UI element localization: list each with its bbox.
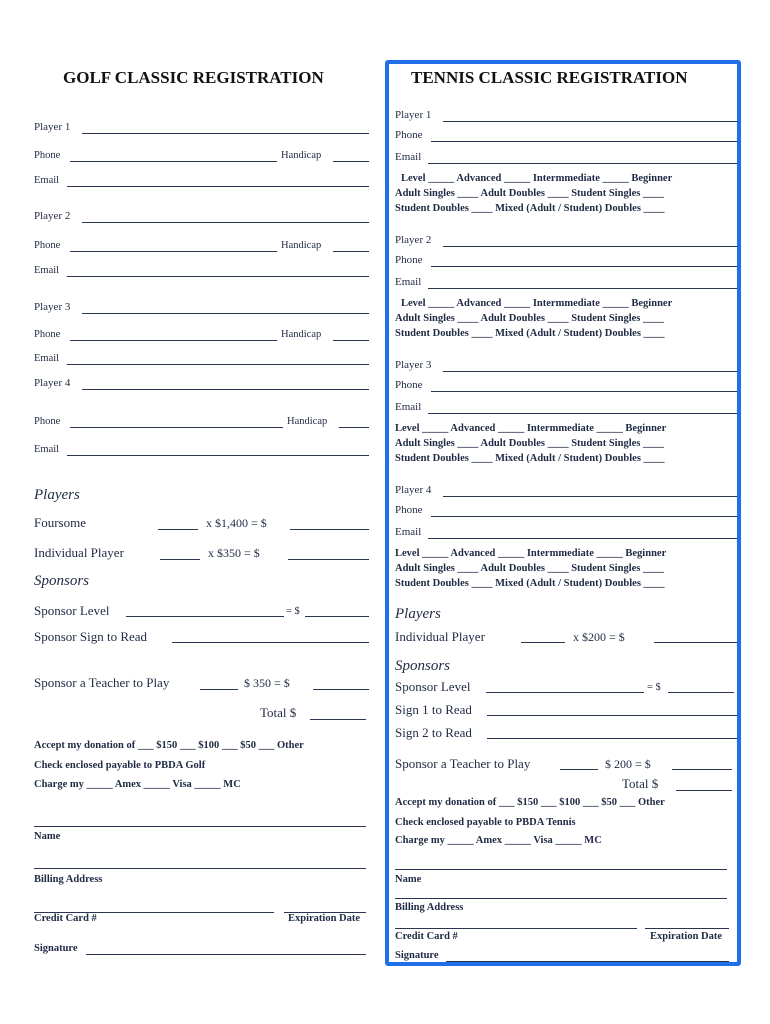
- golf-sponsors-heading: Sponsors: [34, 573, 90, 589]
- golf-individual-qty[interactable]: [160, 559, 200, 560]
- golf-email3-label: Email: [34, 353, 60, 364]
- tennis-player3-label: Player 3: [395, 359, 432, 371]
- tennis-sign1-label: Sign 1 to Read: [395, 702, 472, 717]
- tennis-phone3-label: Phone: [395, 379, 423, 391]
- golf-phone1-label: Phone: [34, 150, 61, 161]
- tennis-billing-field[interactable]: [395, 898, 727, 899]
- golf-sponsor-teacher-qty[interactable]: [200, 689, 238, 690]
- golf-expiration-label: Expiration Date: [288, 913, 361, 924]
- tennis-singles4: Adult Singles ____ Adult Doubles ____ Student Singles ____: [395, 563, 664, 574]
- tennis-singles3: Adult Singles ____ Adult Doubles ____ Student Singles ____: [395, 438, 664, 449]
- golf-handicap3-field[interactable]: [333, 340, 369, 341]
- tennis-email3-field[interactable]: [428, 413, 737, 414]
- tennis-credit-card-label: Credit Card #: [395, 931, 458, 942]
- golf-email1-label: Email: [34, 175, 60, 186]
- tennis-sponsor-level-amount[interactable]: [668, 692, 734, 693]
- tennis-player3-field[interactable]: [443, 371, 737, 372]
- tennis-expiration-label: Expiration Date: [650, 931, 723, 942]
- tennis-email2-field[interactable]: [428, 288, 737, 289]
- golf-player2-field[interactable]: [82, 222, 369, 223]
- tennis-doubles1: Student Doubles ____ Mixed (Adult / Student) Doubles ____: [395, 203, 665, 214]
- golf-foursome-label: Foursome: [34, 515, 86, 530]
- tennis-level3: Level _____ Advanced _____ Intermmediate _____ Beginner: [395, 423, 667, 434]
- tennis-level1: Level _____ Advanced _____ Intermmediate _____ Beginner: [401, 173, 673, 184]
- golf-phone2-field[interactable]: [70, 251, 277, 252]
- tennis-player4-label: Player 4: [395, 484, 432, 496]
- golf-handicap1-field[interactable]: [333, 161, 369, 162]
- golf-individual-price: x $350 = $: [208, 546, 260, 560]
- golf-charge: Charge my _____ Amex _____ Visa _____ MC: [34, 779, 241, 790]
- golf-player1-label: Player 1: [34, 121, 71, 133]
- tennis-email2-label: Email: [395, 276, 422, 288]
- golf-donation: Accept my donation of ___ $150 ___ $100 ___ $50 ___ Other: [34, 740, 304, 751]
- golf-player2-label: Player 2: [34, 210, 71, 222]
- tennis-donation: Accept my donation of ___ $150 ___ $100 ___ $50 ___ Other: [395, 797, 665, 808]
- tennis-individual-qty[interactable]: [521, 642, 565, 643]
- tennis-total-label: Total $: [622, 776, 659, 791]
- golf-individual-label: Individual Player: [34, 545, 124, 560]
- golf-sponsor-level-label: Sponsor Level: [34, 603, 110, 618]
- golf-handicap2-label: Handicap: [281, 240, 322, 251]
- tennis-name-label: Name: [395, 874, 422, 885]
- golf-sponsor-level-eq: = $: [286, 606, 300, 617]
- golf-player3-field[interactable]: [82, 313, 369, 314]
- tennis-title: TENNIS CLASSIC REGISTRATION: [411, 68, 688, 87]
- tennis-signature-field[interactable]: [446, 961, 729, 962]
- golf-sponsor-sign-label: Sponsor Sign to Read: [34, 629, 148, 644]
- tennis-individual-label: Individual Player: [395, 629, 485, 644]
- golf-check: Check enclosed payable to PBDA Golf: [34, 760, 206, 771]
- golf-handicap4-label: Handicap: [287, 416, 328, 427]
- golf-handicap1-label: Handicap: [281, 150, 322, 161]
- golf-sponsor-sign-field[interactable]: [172, 642, 369, 643]
- golf-title: GOLF CLASSIC REGISTRATION: [63, 68, 324, 87]
- tennis-phone4-field[interactable]: [431, 516, 737, 517]
- golf-phone4-field[interactable]: [70, 427, 283, 428]
- tennis-sponsor-level-field[interactable]: [486, 692, 644, 693]
- tennis-sign2-label: Sign 2 to Read: [395, 725, 472, 740]
- golf-signature-label: Signature: [34, 943, 78, 954]
- golf-sponsor-teacher-label: Sponsor a Teacher to Play: [34, 675, 170, 690]
- tennis-email1-label: Email: [395, 151, 422, 163]
- tennis-phone4-label: Phone: [395, 504, 423, 516]
- tennis-player2-field[interactable]: [443, 246, 737, 247]
- tennis-individual-total[interactable]: [654, 642, 737, 643]
- tennis-billing-label: Billing Address: [395, 902, 464, 913]
- golf-players-heading: Players: [34, 487, 80, 503]
- golf-handicap2-field[interactable]: [333, 251, 369, 252]
- golf-handicap3-label: Handicap: [281, 329, 322, 340]
- golf-handicap4-field[interactable]: [339, 427, 369, 428]
- tennis-charge: Charge my _____ Amex _____ Visa _____ MC: [395, 835, 602, 846]
- golf-signature-field[interactable]: [86, 954, 366, 955]
- tennis-sign1-field[interactable]: [487, 715, 737, 716]
- tennis-individual-price: x $200 = $: [573, 630, 625, 644]
- golf-email4-field[interactable]: [67, 455, 369, 456]
- golf-player4-field[interactable]: [82, 389, 369, 390]
- tennis-sponsor-level-eq: = $: [647, 682, 661, 693]
- tennis-level4: Level _____ Advanced _____ Intermmediate _____ Beginner: [395, 548, 667, 559]
- golf-player1-field[interactable]: [82, 133, 369, 134]
- tennis-sponsor-level-label: Sponsor Level: [395, 679, 471, 694]
- tennis-sponsors-heading: Sponsors: [395, 658, 451, 674]
- golf-email2-field[interactable]: [67, 276, 369, 277]
- golf-total-field[interactable]: [310, 719, 366, 720]
- golf-sponsor-level-field[interactable]: [126, 616, 284, 617]
- tennis-signature-label: Signature: [395, 950, 439, 961]
- tennis-doubles3: Student Doubles ____ Mixed (Adult / Student) Doubles ____: [395, 453, 665, 464]
- tennis-level2: Level _____ Advanced _____ Intermmediate _____ Beginner: [401, 298, 673, 309]
- golf-player4-label: Player 4: [34, 377, 71, 389]
- golf-phone1-field[interactable]: [70, 161, 277, 162]
- tennis-sponsor-teacher-total[interactable]: [672, 769, 732, 770]
- tennis-sponsor-teacher-price: $ 200 = $: [605, 757, 651, 771]
- tennis-singles1: Adult Singles ____ Adult Doubles ____ Student Singles ____: [395, 188, 664, 199]
- tennis-sponsor-teacher-label: Sponsor a Teacher to Play: [395, 756, 531, 771]
- golf-email1-field[interactable]: [67, 186, 369, 187]
- tennis-doubles4: Student Doubles ____ Mixed (Adult / Student) Doubles ____: [395, 578, 665, 589]
- tennis-email4-field[interactable]: [428, 538, 737, 539]
- tennis-singles2: Adult Singles ____ Adult Doubles ____ Student Singles ____: [395, 313, 664, 324]
- tennis-phone3-field[interactable]: [431, 391, 737, 392]
- golf-phone2-label: Phone: [34, 240, 61, 251]
- golf-sponsor-level-amount[interactable]: [305, 616, 369, 617]
- tennis-player1-label: Player 1: [395, 109, 432, 121]
- tennis-phone2-label: Phone: [395, 254, 423, 266]
- golf-billing-field[interactable]: [34, 868, 366, 869]
- tennis-email3-label: Email: [395, 401, 422, 413]
- tennis-email4-label: Email: [395, 526, 422, 538]
- tennis-player2-label: Player 2: [395, 234, 432, 246]
- tennis-player4-field[interactable]: [443, 496, 737, 497]
- golf-name-field[interactable]: [34, 826, 366, 827]
- tennis-player1-field[interactable]: [443, 121, 737, 122]
- tennis-email1-field[interactable]: [428, 163, 737, 164]
- golf-phone3-field[interactable]: [70, 340, 277, 341]
- golf-name-label: Name: [34, 831, 61, 842]
- tennis-phone1-label: Phone: [395, 129, 423, 141]
- tennis-check: Check enclosed payable to PBDA Tennis: [395, 817, 576, 828]
- golf-sponsor-teacher-price: $ 350 = $: [244, 676, 290, 690]
- tennis-phone1-field[interactable]: [431, 141, 737, 142]
- golf-phone3-label: Phone: [34, 329, 61, 340]
- tennis-total-field[interactable]: [676, 790, 732, 791]
- tennis-doubles2: Student Doubles ____ Mixed (Adult / Student) Doubles ____: [395, 328, 665, 339]
- golf-foursome-price: x $1,400 = $: [206, 516, 267, 530]
- golf-billing-label: Billing Address: [34, 874, 103, 885]
- golf-phone4-label: Phone: [34, 416, 61, 427]
- golf-email4-label: Email: [34, 444, 60, 455]
- tennis-expiration-field[interactable]: [645, 928, 729, 929]
- tennis-phone2-field[interactable]: [431, 266, 737, 267]
- golf-foursome-qty[interactable]: [158, 529, 198, 530]
- golf-individual-total[interactable]: [288, 559, 369, 560]
- tennis-credit-card-field[interactable]: [395, 928, 637, 929]
- golf-credit-card-label: Credit Card #: [34, 913, 97, 924]
- golf-email3-field[interactable]: [67, 364, 369, 365]
- tennis-sign2-field[interactable]: [487, 738, 737, 739]
- tennis-name-field[interactable]: [395, 869, 727, 870]
- golf-sponsor-teacher-total[interactable]: [313, 689, 369, 690]
- tennis-sponsor-teacher-qty[interactable]: [560, 769, 598, 770]
- golf-foursome-total[interactable]: [290, 529, 369, 530]
- golf-email2-label: Email: [34, 265, 60, 276]
- golf-total-label: Total $: [260, 705, 297, 720]
- tennis-players-heading: Players: [395, 606, 441, 622]
- golf-player3-label: Player 3: [34, 301, 71, 313]
